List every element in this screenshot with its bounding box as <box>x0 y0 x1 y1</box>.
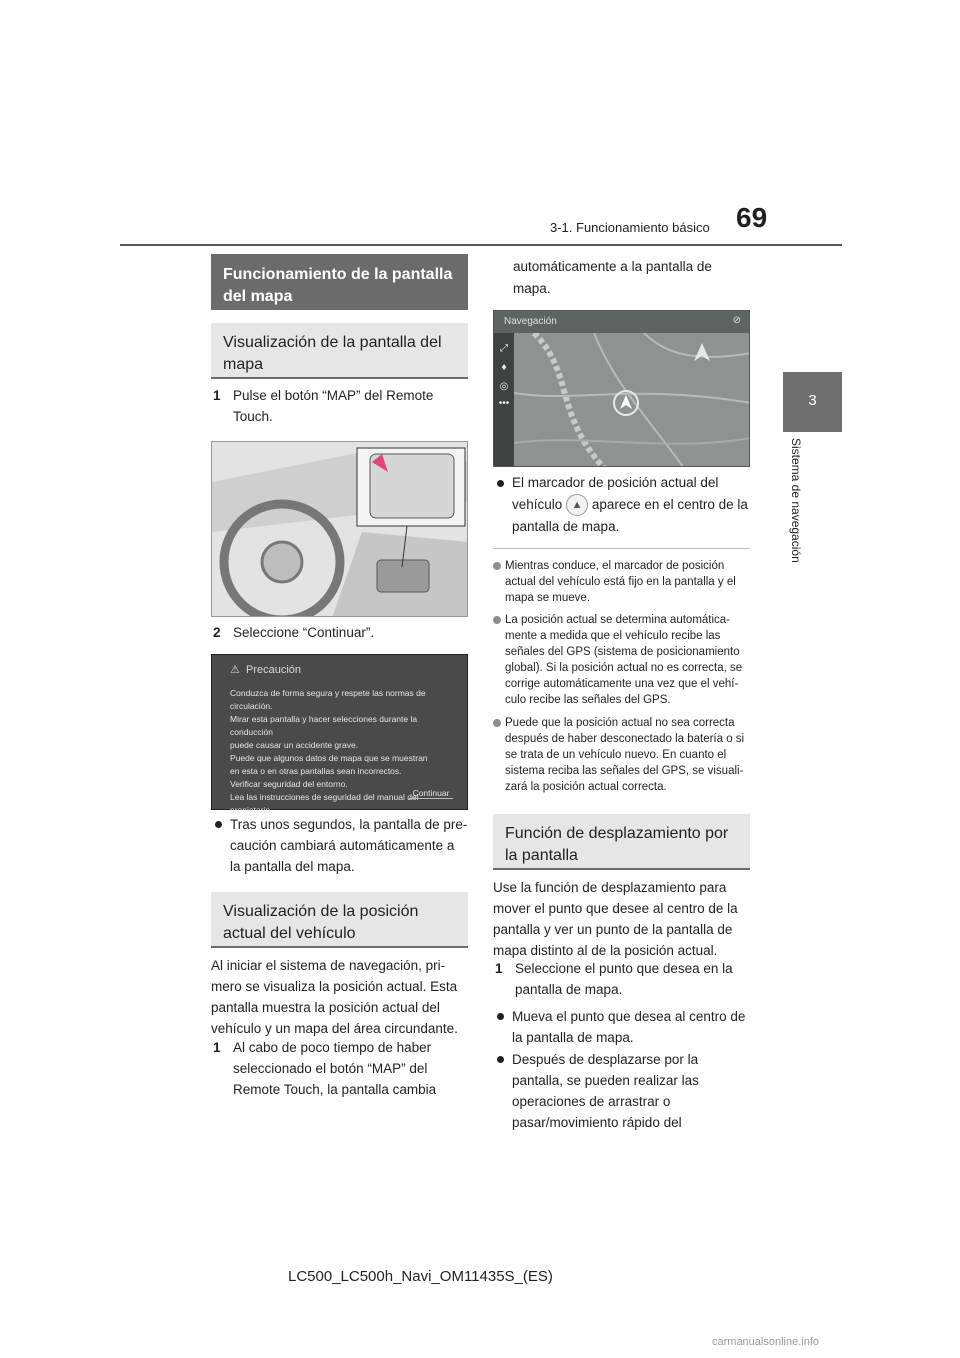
remote-touch-photo <box>211 441 468 617</box>
zoom-icon[interactable]: ⤢ <box>500 343 508 354</box>
note-bullet-icon <box>493 719 501 727</box>
step-number: 1 <box>213 388 221 403</box>
step-scroll <box>495 958 750 1000</box>
step-number: 1 <box>213 1040 221 1055</box>
caution-line: en esta o en otras pantallas sean incorrectos. <box>230 766 402 776</box>
position-marker-icon: ▲ <box>566 494 588 516</box>
bullet-text: Tras unos segundos, la pantalla de pre-caución cambiará automáticamente a la pantalla del mapa. <box>230 817 468 874</box>
nav-title-bar <box>494 311 750 333</box>
caution-title <box>230 663 301 676</box>
scroll-paragraph: Use la función de desplazamiento para mover el punto que desee al centro de la pantalla y ver un punto de la pantalla de mapa distinto al de la posición actual. <box>493 880 738 958</box>
step-text: Seleccione el punto que desea en la pantalla de mapa. <box>515 961 733 997</box>
chapter-side-label: Sistema de navegación <box>789 438 803 563</box>
section-title: 3-1. Funcionamiento básico <box>550 220 710 235</box>
map-view[interactable] <box>514 333 750 467</box>
warning-icon: ⚠ <box>230 664 240 676</box>
marker-text-a: El marcador de posición actual del <box>512 475 719 490</box>
notes-divider <box>493 548 750 549</box>
compass-icon[interactable]: ◎ <box>499 381 509 392</box>
subheading-map-display: Visualización de la pantalla del mapa <box>211 323 468 379</box>
footer-code: LC500_LC500h_Navi_OM11435S_(ES) <box>288 1268 553 1285</box>
step-text: Al cabo de poco tiempo de haber seleccionado el botón “MAP” del Remote Touch, la pantalla cambia <box>233 1040 437 1097</box>
page-number: 69 <box>736 202 768 233</box>
gps-off-icon: ⊘ <box>732 315 741 326</box>
note-bullet-icon <box>493 562 501 570</box>
step-3 <box>213 1037 468 1100</box>
bullet-caution-change <box>213 814 468 877</box>
step-continuation: automáticamente a la pantalla de mapa. <box>513 259 712 296</box>
dashboard-illustration <box>212 442 468 617</box>
position-paragraph: Al iniciar el sistema de navegación, pri-mero se visualiza la posición actual. Esta pantalla muestra la posición actual del vehículo y un mapa del área circundante. <box>211 958 458 1036</box>
caution-line: Puede que algunos datos de mapa que se muestran <box>230 753 428 763</box>
caution-line: Lea las instrucciones de seguridad del manual del propietario. <box>230 792 419 815</box>
bullet-text: Después de desplazarse por la pantalla, se pueden realizar las operaciones de arrastrar o pasar/movimiento rápido del <box>512 1052 699 1130</box>
more-icon[interactable]: ••• <box>498 398 510 409</box>
caution-screen <box>211 654 468 815</box>
bullet-icon <box>215 821 222 828</box>
header-rule <box>120 244 842 246</box>
step-text: Seleccione “Continuar”. <box>233 625 375 640</box>
subheading-position: Visualización de la posición actual del vehículo <box>211 892 468 948</box>
pin-icon[interactable]: ♦ <box>501 362 507 373</box>
note-text: Mientras conduce, el marcador de posición actual del vehículo está fijo en la pantalla y el mapa se mueve. <box>505 560 736 604</box>
step-1 <box>213 385 468 427</box>
subheading-scroll: Función de desplazamiento por la pantalla <box>493 814 750 870</box>
note-3 <box>493 715 750 795</box>
caution-title-text: Precaución <box>246 664 302 676</box>
note-2 <box>493 612 750 708</box>
step-number: 1 <box>495 961 503 976</box>
bullet-after-scroll <box>495 1049 750 1133</box>
bullet-marker <box>495 472 750 538</box>
heading-map-operation: Funcionamiento de la pantalla del mapa <box>211 254 468 310</box>
marker-text-c: aparece en el centro de la pantalla de mapa. <box>512 497 748 535</box>
note-text: Puede que la posición actual no sea correcta después de haber desconectado la batería o si se trata de un vehículo nuevo. En cuanto el sistema reciba las señales del GPS, se visuali-zará la posición actual correcta. <box>505 717 745 793</box>
chapter-tab: 3 <box>783 372 842 432</box>
bullet-icon <box>497 480 504 487</box>
watermark: carmanualsonline.info <box>712 1336 820 1348</box>
note-1 <box>493 558 750 606</box>
bullet-icon <box>497 1013 504 1020</box>
marker-text-b: vehículo <box>512 497 563 512</box>
bullet-text <box>495 472 750 538</box>
step-2 <box>213 622 468 643</box>
navigation-screen <box>493 310 750 467</box>
continue-button[interactable]: Continuar <box>409 788 453 799</box>
caution-line: Conduzca de forma segura y respete las normas de circulación. <box>230 688 426 711</box>
caution-line: Verificar seguridad del entorno. <box>230 779 348 789</box>
step-number: 2 <box>213 625 221 640</box>
note-bullet-icon <box>493 616 501 624</box>
nav-side-toolbar <box>494 333 514 467</box>
caution-line: Mirar esta pantalla y hacer selecciones durante la conducción <box>230 714 418 737</box>
bullet-icon <box>497 1056 504 1063</box>
bullet-text: Mueva el punto que desea al centro de la pantalla de mapa. <box>512 1009 746 1045</box>
nav-title: Navegación <box>504 316 557 327</box>
caution-line: puede causar un accidente grave. <box>230 740 359 750</box>
note-text: La posición actual se determina automática-mente a medida que el vehículo recibe las señales del GPS (sistema de posicionamiento global). Si la posición actual no es correcta, se corrige automáticamente una vez que el vehí-culo recibe las señales del GPS. <box>505 614 743 706</box>
bullet-move-point <box>495 1006 750 1048</box>
step-text: Pulse el botón “MAP” del Remote Touch. <box>233 388 434 424</box>
